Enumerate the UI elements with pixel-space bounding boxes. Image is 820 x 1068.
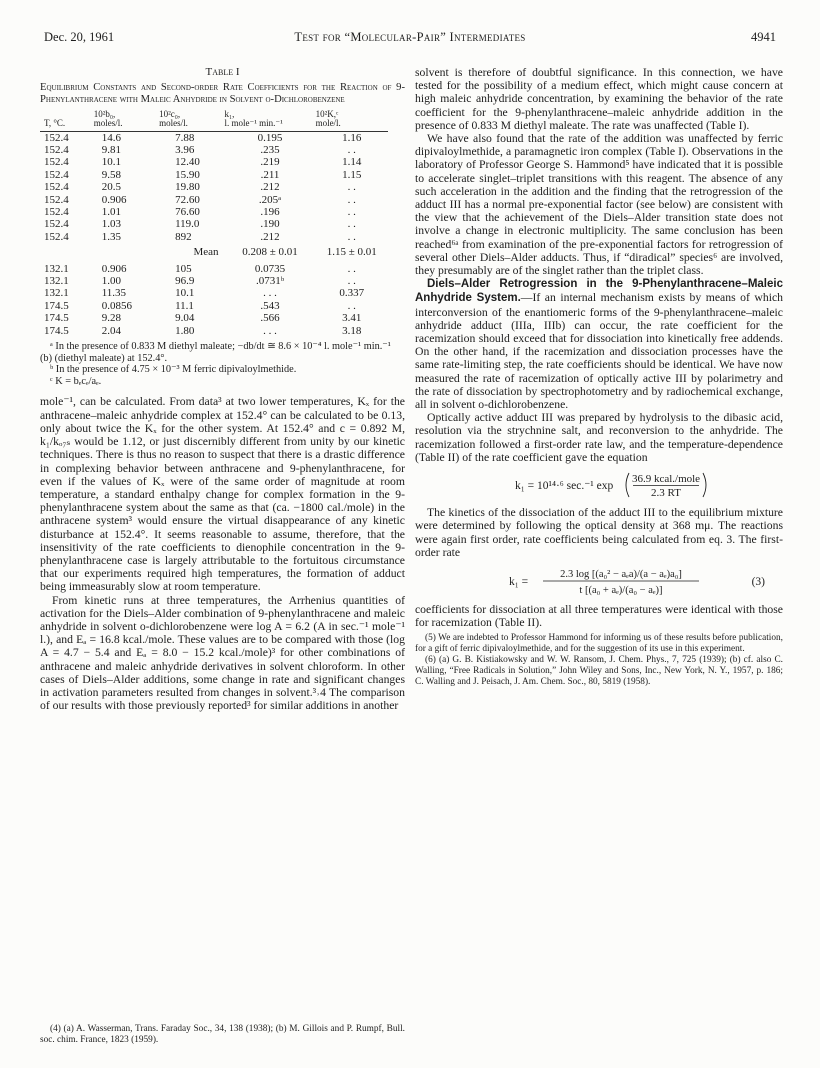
table-row [40, 300, 388, 312]
footnote-4 [40, 1024, 405, 1046]
cell-c0: 11.1 [175, 299, 194, 312]
col-header-b0: 10²b₀, moles/l. [94, 110, 159, 132]
cell-temperature: 152.4 [44, 206, 69, 219]
body-paragraph-6: Optically active adduct III was prepared by hydrolysis to the dibasic acid, resolution via the strychnine salt, and reconversion to the anhydride. The racemization followed a first-order rate law, and the temperature-dependence (Table II) of the rate coefficient gave the equation [415, 411, 783, 464]
body-paragraph-5 [415, 277, 783, 411]
right-column [415, 66, 783, 687]
cell-b0: 9.58 [101, 168, 121, 181]
table-note-b: ᵇ In the presence of 4.75 × 10⁻³ M ferric dipivaloylmethide. [50, 364, 297, 376]
equation-3-denominator: t [(a₀ + aₑ)/(a₀ − aₑ)] [579, 584, 663, 596]
cell-K: . . [347, 193, 356, 206]
cell-k1: .0731ᵇ [255, 275, 285, 288]
mean-K: 1.15 ± 0.01 [326, 246, 377, 259]
equation-3-lhs: k₁ = [509, 575, 529, 588]
cell-temperature: 174.5 [44, 312, 69, 325]
table-row [40, 156, 388, 168]
cell-c0: 9.04 [175, 312, 195, 325]
cell-c0: 3.96 [175, 144, 195, 157]
cell-c0: 19.80 [175, 181, 200, 194]
table-header-row [40, 110, 388, 132]
equation-1-graphic [415, 470, 783, 500]
cell-c0: 105 [175, 262, 192, 275]
table-row [40, 275, 388, 287]
table-row [40, 206, 388, 218]
footnote-4-text: (4) (a) A. Wasserman, Trans. Faraday Soc., 34, 138 (1938); (b) M. Gillois and P. Rumpf, Bull. soc. chim. France, 1823 (1959). [40, 1024, 405, 1045]
cell-k1: . . . [263, 287, 277, 300]
table-body-other-temps [40, 263, 388, 337]
body-paragraph-2: From kinetic runs at three temperatures, the Arrhenius quantities of activation for the Diels–Alder combination of 9-phenylanthracene and maleic anhydride in solvent o-dichlorobenzene were log A = 6.2 (A in sec.⁻¹ mole⁻¹ l.), and Eₐ = 16.8 kcal./mole. These values are to be compared with those (log A = 4.7 − 5.4 and Eₐ = 8.0 − 15.2 kcal./mole)³ for other combinations of anthracene and maleic anhydride derivatives in solvent chloroform. In other cases of Diels–Alder additions, some change in rate and significant changes in activation parameters resulted from changes in solvent.³˒4 The comparison of our results with those previously reported³ for similar additions in another [40, 593, 405, 713]
cell-temperature: 152.4 [44, 168, 69, 181]
cell-k1: .196 [260, 206, 280, 219]
cell-K: . . [347, 206, 356, 219]
cell-b0: 20.5 [101, 181, 121, 194]
table-row [40, 325, 388, 337]
cell-c0: 12.40 [175, 156, 200, 169]
table-mean-row [40, 243, 388, 262]
table-row [40, 218, 388, 230]
cell-c0: 76.60 [175, 206, 200, 219]
cell-k1: .212 [260, 230, 280, 243]
cell-b0: 2.04 [101, 324, 121, 337]
cell-temperature: 152.4 [44, 218, 69, 231]
body-paragraph-1: mole⁻¹, can be calculated. From data³ at two lower temperatures, Kₓ for the anthracene–maleic anhydride complex at 152.4° can be calculated to be 0.13, only about twice the Kₓ for the other system. At 152.4° and c = 0.892 M, k₁/kₒ₇ₛ would be 1.12, or just discernibly different from unity by our kinetic techniques. There is thus no reason to suspect that there is a drastic difference in complexing behavior between anthracene and 9-phenylanthracene, for even if the values of Kₓ were of the same order of magnitude at room temperature, a standard enthalpy change for complex formation in the 9-phenylanthracene system about the same as that (ca. −1800 cal./mole) in the anthracene system³ would ensure the virtual disappearance of any kinetic disturbance at 152.4°. It seems reasonable to assume, therefore, that the insensitivity of the rate coefficients to dienophile concentration in the 9-phenylanthracene case is largely attributable to the fortuitous circumstance that our experiments required high temperatures, the formation of adduct being immeasurably slow at room temperature. [40, 395, 405, 594]
equation-1-lhs: k₁ = 10¹⁴·⁶ sec.⁻¹ exp [515, 480, 614, 493]
body-paragraph-4: We have also found that the rate of the addition was unaffected by ferric dipivaloylmethide, a paramagnetic iron complex (Table I). Observations in the laboratory of Professor George S. Hammond⁵ have indicated that it is possible to accelerate singlet–triplet transitions with this reagent. The absence of any such acceleration in the addition and the finding that the retrogression of the adduct III has a normal pre-exponential factor (see below) are consistent with the view that the achievement of the Diels–Alder transition state does not involve a change in electronic multiplicity. The same conclusion has been reached⁶ᵃ from examination of the pre-exponential factors for retrogression of several other Diels–Alder adducts. Thus, if “diradical” species⁶ are involved, they presumably are of the singlet rather than the triplet class. [415, 132, 783, 278]
footnote-6: (6) (a) G. B. Kistiakowsky and W. W. Ransom, J. Chem. Phys., 7, 725 (1939); (b) cf. also C. Walling, “Free Radicals in Solution,” John Wiley and Sons, Inc., New York, N. Y., 1957, p. 186; C. Walling and J. Peisach, J. Am. Chem. Soc., 80, 5819 (1958). [415, 654, 783, 687]
cell-b0: 1.35 [101, 230, 121, 243]
cell-c0: 119.0 [175, 218, 200, 231]
equation-3 [415, 565, 783, 597]
cell-temperature: 152.4 [44, 131, 69, 144]
table-row [40, 231, 388, 243]
cell-k1: .190 [260, 218, 280, 231]
cell-temperature: 152.4 [44, 156, 69, 169]
table-row [40, 144, 388, 156]
cell-k1: .235 [260, 144, 280, 157]
cell-b0: 0.906 [101, 262, 127, 275]
table-footnotes [40, 341, 405, 387]
cell-K: 3.18 [342, 324, 362, 337]
col-header-k1: k₁, l. mole⁻¹ min.⁻¹ [224, 110, 315, 132]
running-head [44, 30, 776, 48]
table-row [40, 312, 388, 324]
table-row [40, 169, 388, 181]
cell-k1: .543 [260, 299, 280, 312]
footnote-5: (5) We are indebted to Professor Hammond for informing us of these results before publication, for a gift of ferric dipivaloylmethide, and for the suggestion of its use in this experiment. [415, 633, 783, 655]
cell-k1: . . . [263, 324, 277, 337]
issue-date: Dec. 20, 1961 [44, 30, 115, 44]
col-header-temperature: T, °C. [40, 110, 94, 132]
right-footnotes [415, 633, 783, 687]
equation-3-number: (3) [751, 575, 765, 588]
cell-K: . . [347, 299, 356, 312]
right-paren [703, 473, 706, 497]
cell-temperature: 132.1 [44, 275, 69, 288]
body-paragraph-7: The kinetics of the dissociation of the adduct III to the equilibrium mixture were determined by following the optical density at 368 mμ. The reactions were again first order, rate coefficients being calculated from eq. 3. The first-order rate [415, 506, 783, 559]
cell-c0: 10.1 [175, 287, 195, 300]
cell-temperature: 132.1 [44, 262, 69, 275]
cell-K: 1.16 [342, 131, 362, 144]
table-row [40, 194, 388, 206]
table-row [40, 131, 388, 144]
cell-K: . . [347, 262, 356, 275]
equation-1 [415, 470, 783, 500]
cell-b0: 11.35 [101, 287, 127, 300]
cell-temperature: 152.4 [44, 193, 69, 206]
section-heading: Diels–Alder Retrogression in the 9-Phenylanthracene–Maleic Anhydride System. [415, 278, 783, 305]
col-header-K: 10²K,ᶜ mole/l. [316, 110, 388, 132]
cell-k1: 0.195 [257, 131, 283, 144]
left-column [40, 66, 405, 712]
cell-K: 3.41 [342, 312, 362, 325]
cell-b0: 0.906 [101, 193, 127, 206]
equation-1-numerator: 36.9 kcal./mole [631, 473, 701, 486]
cell-K: . . [347, 275, 356, 288]
cell-c0: 15.90 [175, 168, 200, 181]
cell-b0: 9.81 [101, 144, 121, 157]
cell-c0: 72.60 [175, 193, 200, 206]
cell-temperature: 152.4 [44, 144, 69, 157]
cell-b0: 1.01 [101, 206, 121, 219]
cell-b0: 0.0856 [101, 299, 132, 312]
cell-b0: 14.6 [101, 131, 121, 144]
cell-temperature: 174.5 [44, 324, 69, 337]
cell-K: . . [347, 181, 356, 194]
table-title: Table I [205, 66, 240, 78]
cell-k1: .205ᵃ [258, 193, 282, 206]
equation-1-denominator: 2.3 RT [651, 487, 681, 500]
col-header-c0: 10²c₀, moles/l. [159, 110, 224, 132]
equation-3-graphic [415, 565, 783, 597]
cell-K: 1.15 [342, 168, 362, 181]
cell-k1: .566 [260, 312, 280, 325]
table-caption: Equilibrium Constants and Second-order Rate Coefficients for the Reaction of 9-Phenylanthracene with Maleic Anhydride in Solvent o-Dichlorobenzene [40, 82, 405, 106]
cell-k1: .211 [260, 168, 280, 181]
cell-k1: .212 [260, 181, 280, 194]
cell-b0: 1.03 [101, 218, 121, 231]
mean-label: Mean [193, 246, 219, 259]
cell-K: 0.337 [339, 287, 365, 300]
cell-temperature: 132.1 [44, 287, 69, 300]
body-paragraph-8: coefficients for dissociation at all three temperatures were identical with those for racemization (Table II). [415, 602, 783, 630]
cell-temperature: 152.4 [44, 181, 69, 194]
cell-k1: 0.0735 [254, 262, 286, 275]
cell-c0: 7.88 [175, 131, 195, 144]
section-paragraph-text: —If an internal mechanism exists by means of which interconversion of the enantiomeric forms of the 9-phenylanthracene–maleic anhydride adduct (IIIa, IIIb) can occur, the rate coefficient for the racemization should exceed that for dissociation into kinetically free addends. On the other hand, if the racemization and dissociation processes have the same rate-limiting step, the rate coefficients should be identical. We have now measured the rate of racemization of optically active III by polarimetry and the rate of dissociation by spectrophotometry and by radiochemical exchange, all in solvent o-dichlorobenzene. [415, 291, 783, 412]
table-body-152 [40, 131, 388, 243]
table-note-a: ᵃ In the presence of 0.833 M diethyl maleate; −db/dt ≅ 8.6 × 10⁻⁴ l. mole⁻¹ min.⁻¹ (b) (diethyl maleate) at 152.4°. [40, 341, 391, 364]
table-row [40, 287, 388, 299]
rate-constants-table [40, 110, 388, 338]
table-row [40, 181, 388, 193]
cell-temperature: 174.5 [44, 299, 69, 312]
running-title: Test for “Molecular-Pair” Intermediates [294, 30, 526, 44]
cell-c0: 96.9 [175, 275, 195, 288]
cell-k1: .219 [260, 156, 280, 169]
mean-k1: 0.208 ± 0.01 [242, 246, 298, 259]
cell-b0: 10.1 [101, 156, 121, 169]
body-paragraph-3: solvent is therefore of doubtful significance. In this connection, we have tested for the possibility of a medium effect, which might cause concern at high maleic anhydride concentration, by examining the behavior of the rate coefficient for the 9-phenylanthracene–maleic anhydride addition in the presence of 0.833 M diethyl maleate. The rate was unaffected (Table I). [415, 66, 783, 132]
equation-3-numerator: 2.3 log [(a₀² − aₑa)/(a − aₑ)a₀] [560, 568, 682, 580]
page-number: 4941 [751, 30, 776, 44]
cell-c0: 892 [175, 230, 192, 243]
table-row [40, 263, 388, 275]
cell-K: . . [347, 230, 356, 243]
cell-K: 1.14 [342, 156, 362, 169]
cell-temperature: 152.4 [44, 230, 69, 243]
cell-K: . . [347, 218, 356, 231]
cell-c0: 1.80 [175, 324, 195, 337]
cell-b0: 9.28 [101, 312, 121, 325]
cell-K: . . [347, 144, 356, 157]
cell-b0: 1.00 [101, 275, 121, 288]
table-note-c: ᶜ K = bₑcₑ/aₑ. [50, 375, 102, 387]
left-paren [626, 473, 629, 497]
